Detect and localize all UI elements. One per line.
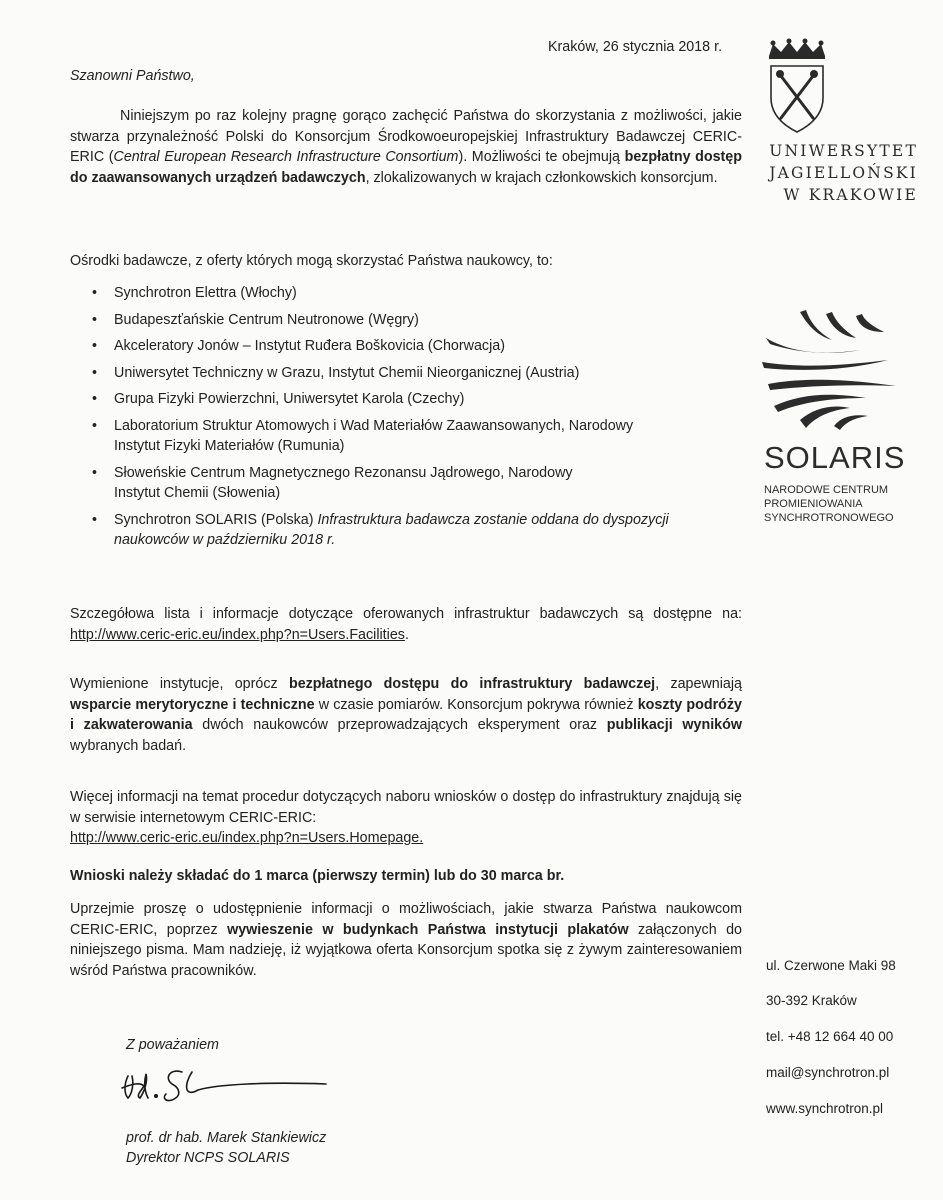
paragraph-request: Uprzejmie proszę o udostępnienie informacji o możliwościach, jakie stwarza Państwa naukowcom CERIC-ERIC, poprzez wywieszenie w budynkach Państwa instytucji plakatów załączonych do niniejszego pisma. Mam nadzieję, iż wyjątkowa oferta Konsorcjum spotka się z żywym zainteresowaniem wśród Państwa pracowników. — [70, 901, 742, 979]
facilities-link[interactable]: http://www.ceric-eric.eu/index.php?n=Users.Facilities — [70, 626, 405, 643]
list-item: • Uniwersytet Techniczny w Grazu, Instytut Chemii Nieorganicznej (Austria) — [70, 363, 710, 384]
p1-text-b: ). Możliwości te obejmują — [458, 149, 625, 165]
list-item: • Grupa Fizyki Powierzchni, Uniwersytet Karola (Czechy) — [70, 389, 710, 410]
solaris-logo-icon — [760, 310, 900, 430]
uj-crest-icon — [765, 38, 829, 134]
uj-line1: UNIWERSYTET — [769, 142, 918, 160]
list-item: • Synchrotron SOLARIS (Polska) Infrastruktura badawcza zostanie oddana do dyspozycji naukowców w październiku 2018 r. — [70, 510, 714, 551]
p1-text-c: , zlokalizowanych w krajach członkowskich konsorcjum. — [365, 169, 718, 186]
uj-line3: W KRAKOWIE — [783, 186, 918, 204]
closing: Z poważaniem — [126, 1037, 219, 1053]
list-item: • Budapeszťańskie Centrum Neutronowe (Węgry) — [70, 310, 710, 331]
solaris-title: SOLARIS — [764, 440, 906, 475]
paragraph-intro — [70, 106, 742, 188]
letter-date: Kraków, 26 stycznia 2018 r. — [548, 39, 723, 55]
contact-city: 30-392 Kraków — [766, 993, 857, 1008]
p1-text-a: Niniejszym po raz kolejny pragnę gorąco zachęcić Państwa do skorzystania z możliwości, jakie stwarza przynależność Polski do Konsorcjum Środkowoeuropejskiej Infrastruktury Badawczej CERIC-ERIC ( — [70, 108, 742, 165]
deadline-notice: Wnioski należy składać do 1 marca (pierwszy termin) lub do 30 marca br. — [70, 868, 565, 884]
solaris-subtitle: NARODOWE CENTRUM PROMIENIOWANIA SYNCHROTRONOWEGO — [764, 484, 894, 524]
signer-title: Dyrektor NCPS SOLARIS — [126, 1150, 290, 1166]
paragraph-facilities-intro: Ośrodki badawcze, z oferty których mogą skorzystać Państwa naukowcy, to: — [70, 253, 553, 269]
list-item: • Akceleratory Jonów – Instytut Ruđera Boškovicia (Chorwacja) — [70, 336, 710, 357]
p1-bold: bezpłatny dostęp do zaawansowanych urządzeń badawczych — [70, 149, 742, 186]
uj-line2: JAGIELLOŃSKI — [769, 164, 918, 182]
p1-italic: Central European Research Infrastructure Consortium — [113, 149, 459, 165]
paragraph-details: Szczegółowa lista i informacje dotyczące oferowanych infrastruktur badawczych są dostępne na: http://www.ceric-eric.eu/index.php?n=Users.Facilities. — [70, 606, 742, 643]
paragraph-more-info: Więcej informacji na temat procedur dotyczących naboru wniosków o dostęp do infrastruktury znajdują się w serwisie internetowym CERIC-ERIC: http://www.ceric-eric.eu/index.php?n=Users.Homepage. — [70, 789, 742, 846]
uj-logo-text — [740, 140, 918, 206]
salutation: Szanowni Państwo, — [70, 68, 195, 84]
contact-street: ul. Czerwone Maki 98 — [766, 958, 896, 973]
signer-name: prof. dr hab. Marek Stankiewicz — [126, 1130, 327, 1146]
signature — [118, 1058, 338, 1118]
list-item: • Słoweńskie Centrum Magnetycznego Rezonansu Jądrowego, Narodowy Instytut Chemii (Słowenia) — [70, 463, 614, 504]
contact-web[interactable]: www.synchrotron.pl — [766, 1101, 884, 1116]
paragraph-services: Wymienione instytucje, oprócz bezpłatnego dostępu do infrastruktury badawczej, zapewniają wsparcie merytoryczne i techniczne w czasie pomiarów. Konsorcjum pokrywa również koszty podróży i zakwaterowania dwóch naukowców przeprowadzających eksperyment oraz publikacji wyników wybranych badań. — [70, 676, 742, 754]
homepage-link[interactable]: http://www.ceric-eric.eu/index.php?n=Users.Homepage. — [70, 830, 424, 846]
list-item: • Laboratorium Struktur Atomowych i Wad Materiałów Zaawansowanych, Narodowy Instytut Fizyki Materiałów (Rumunia) — [70, 416, 674, 457]
list-item: • Synchrotron Elettra (Włochy) — [70, 283, 710, 304]
contact-email[interactable]: mail@synchrotron.pl — [766, 1065, 890, 1080]
contact-phone: tel. +48 12 664 40 00 — [766, 1029, 894, 1044]
facilities-list — [70, 283, 710, 557]
